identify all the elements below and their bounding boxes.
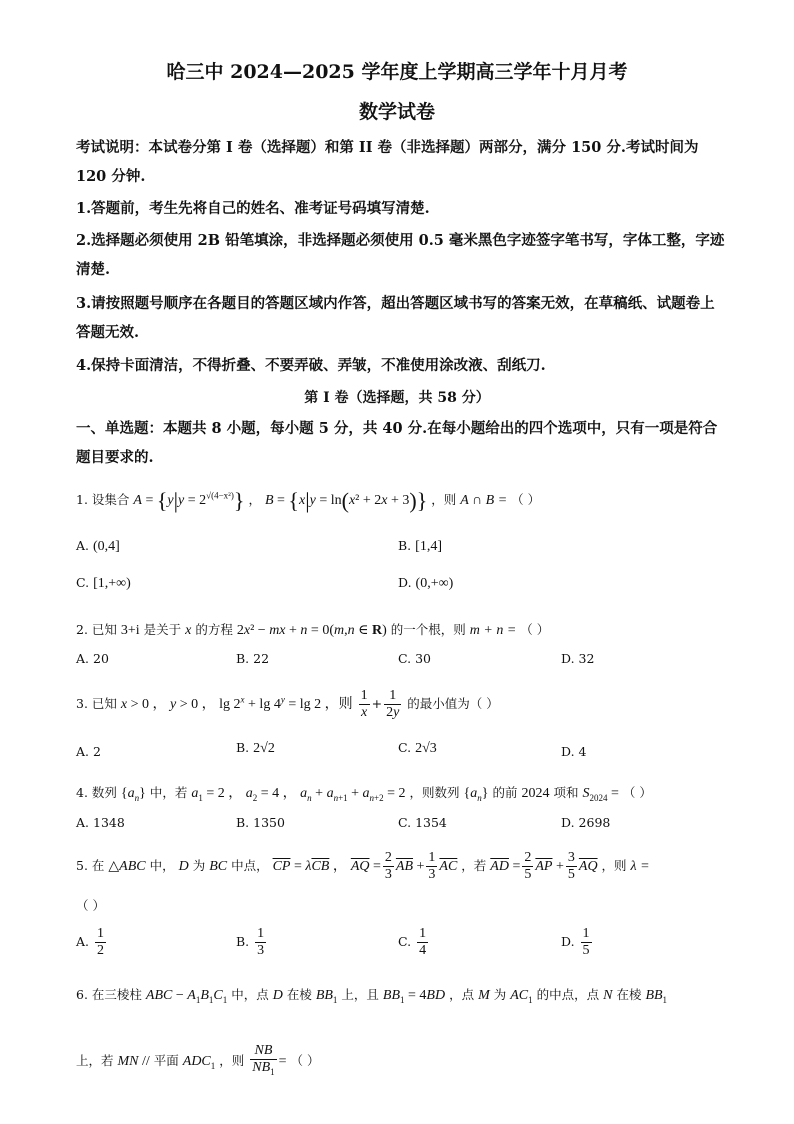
q3-frac-1: $\frac{1}{x}$ bbox=[360, 688, 368, 720]
q5-text-4: ，若 bbox=[461, 858, 487, 873]
q1-option-d[interactable]: D. (0,+∞) bbox=[398, 575, 454, 591]
q2-text-3: 的一个根，则 bbox=[390, 622, 466, 637]
q1-sep: ， bbox=[248, 492, 261, 508]
section-heading: 第 I 卷（选择题，共 58 分） bbox=[304, 390, 490, 406]
q6-text-1: 中，点 bbox=[231, 987, 269, 1002]
q5-d: D bbox=[178, 859, 189, 874]
q4-text-4: 项和 bbox=[553, 785, 579, 800]
q1-blank: （ ） bbox=[511, 492, 541, 508]
q6-ac1: $AC_1$ bbox=[510, 988, 533, 1005]
q3-option-d[interactable]: D. 4 bbox=[561, 744, 587, 759]
q5-text-2: 为 bbox=[192, 858, 206, 873]
subject-title: 数学试卷 bbox=[358, 101, 435, 123]
rule-4: 4.保持卡面清洁，不得折叠、不要弄破、弄皱，不准使用涂改液、刮纸刀. bbox=[76, 357, 546, 374]
q6-blank: （ ） bbox=[290, 1052, 320, 1068]
question-3: 3. 已知 x > 0 ， y > 0 ， $\lg 2^x + \lg 4^y = \lg 2$ ，则 $\frac{1}{x}$ + $\frac{1}{2y}$ 的最小值为（ ） bbox=[76, 688, 499, 720]
q1-set-b: B = {x|y = ln(x² + 2x + 3)} bbox=[264, 488, 428, 513]
q2-blank: （ ） bbox=[520, 622, 550, 637]
q6-edge-1: $BB_1$ bbox=[315, 988, 338, 1005]
q4-option-a[interactable]: A. 1348 bbox=[76, 815, 125, 830]
question-1 bbox=[76, 488, 540, 514]
rule-1: 1.答题前，考生先将自己的姓名、准考证号码填写清楚. bbox=[76, 200, 430, 217]
q6-text-5: 为 bbox=[493, 987, 507, 1002]
q1-option-b[interactable]: B. [1,4] bbox=[398, 538, 442, 554]
exam-intro: 考试说明：本试卷分第 I 卷（选择题）和第 II 卷（非选择题）两部分，满分 150 分.考试时间为 120 分钟. bbox=[76, 139, 699, 185]
q4-sum: $S_{2024}$ = bbox=[582, 786, 619, 803]
q3-option-c[interactable]: C. 2√3 bbox=[398, 740, 437, 756]
q4-num: 2024 bbox=[521, 786, 550, 801]
q3-option-a[interactable]: A. 2 bbox=[76, 744, 101, 759]
q2-text-1: 是关于 bbox=[143, 622, 182, 637]
q5-option-c[interactable]: C. $\frac{1}{4}$ bbox=[398, 926, 427, 958]
q5-prefix: 5. 在 bbox=[76, 858, 105, 873]
section-description: 一、单选题：本题共 8 小题，每小题 5 分，共 40 分.在每小题给出的四个选项中，只有一项是符合题目要求的. bbox=[76, 420, 718, 466]
q6-prefix: 6. 在三棱柱 bbox=[76, 987, 142, 1002]
q1-option-a[interactable]: A. (0,4] bbox=[76, 538, 120, 554]
q4-option-b[interactable]: B. 1350 bbox=[236, 815, 285, 830]
q6-mn: MN // bbox=[117, 1053, 150, 1069]
q2-equation: 2x² − mx + n = 0(m,n ∈ R) bbox=[236, 623, 387, 638]
q2-expr: m + n = bbox=[469, 623, 517, 638]
q5-option-a[interactable]: A. $\frac{1}{2}$ bbox=[76, 926, 104, 958]
q6-text-8: 上，若 bbox=[76, 1052, 114, 1068]
q2-option-d[interactable]: D. 32 bbox=[561, 651, 595, 666]
rule-2: 2.选择题必须使用 2B 铅笔填涂，非选择题必须使用 0.5 毫米黑色字迹签字笔书写，字体工整，字迹清楚. bbox=[76, 232, 725, 278]
q4-text-2: ，则数列 bbox=[409, 785, 460, 800]
q3-text: 的最小值为（ ） bbox=[407, 696, 499, 711]
q6-n: N bbox=[603, 988, 613, 1003]
q2-option-a[interactable]: A. 20 bbox=[76, 651, 109, 666]
q6-prism: ABC − $A_1B_1C_1$ bbox=[145, 988, 228, 1005]
q4-prefix: 4. 数列 bbox=[76, 785, 117, 800]
q4-conditions: $a_1 = 2$ ， $a_2 = 4$ ， $a_n + a_{n+1} + a_{n+2} = 2$ bbox=[191, 786, 406, 803]
q2-option-c[interactable]: C. 30 bbox=[398, 651, 431, 666]
q6-ratio: $\frac{NB}{NB_1}$ bbox=[252, 1043, 275, 1077]
q3-prefix: 3. 已知 bbox=[76, 696, 117, 711]
q6-cond: $BB_1 = 4BD$ bbox=[382, 988, 446, 1005]
q4-text-1: 中，若 bbox=[149, 785, 188, 800]
q6-text-4: ，点 bbox=[449, 987, 475, 1002]
q4-blank: （ ） bbox=[622, 785, 652, 800]
q6-edge-2: $BB_1$ bbox=[645, 988, 668, 1005]
q3-frac-2: $\frac{1}{2y}$ bbox=[386, 688, 400, 720]
q4-text-3: 的前 bbox=[492, 785, 518, 800]
q1-set-a: $A = \{y|y = 2^{√(4-x^2)}\}$ bbox=[133, 488, 245, 513]
question-6-line-2: 上，若 MN // 平面 $ADC_1$ ，则 $\frac{NB}{NB_1}$ = （ ） bbox=[76, 1043, 320, 1080]
question-4 bbox=[76, 782, 652, 803]
q2-var: x bbox=[185, 623, 192, 638]
q5-text-3: 中点， bbox=[231, 858, 269, 873]
q2-prefix: 2. 已知 bbox=[76, 622, 117, 637]
question-5: 5. 在 △ABC 中， D 为 BC 中点， $\overline{CP} = \lambda\overline{CB}$ ， $\overline{AQ}$ = $\frac{2}{3}$ $\overline{AB}$ + $\frac{1}{3}$ $\overline{AC}$ ，若 $\overline{AD}$ = $\frac{2}{5}$ $\overline{AP}$ + $\frac{3}{5}$ $\overline{AQ}$ ，则 λ = bbox=[76, 850, 650, 882]
q5-option-b[interactable]: B. $\frac{1}{3}$ bbox=[236, 926, 265, 958]
q3-option-b[interactable]: B. 2√2 bbox=[236, 740, 275, 756]
q5-option-d[interactable]: D. $\frac{1}{5}$ bbox=[561, 926, 590, 958]
q6-text-9: 平面 bbox=[153, 1052, 179, 1068]
q6-d: D bbox=[272, 988, 283, 1003]
rule-3: 3.请按照题号顺序在各题目的答题区域内作答，超出答题区域书写的答案无效，在草稿纸、试题卷上答题无效. bbox=[76, 295, 715, 341]
q5-text-5: ，则 bbox=[601, 858, 627, 873]
q2-option-b[interactable]: B. 22 bbox=[236, 651, 270, 666]
q1-then: ，则 bbox=[431, 492, 457, 508]
q5-lambda: λ = bbox=[630, 859, 650, 874]
q5-ad: $\overline{AD}$ = bbox=[490, 859, 521, 874]
question-2 bbox=[76, 620, 549, 639]
question-6 bbox=[76, 985, 667, 1005]
q6-text-6: 的中点，点 bbox=[536, 987, 600, 1002]
exam-title: 哈三中 2024—2025 学年度上学期高三学年十月月考 bbox=[166, 61, 628, 83]
q6-text-7: 在棱 bbox=[616, 987, 642, 1002]
q2-text-2: 的方程 bbox=[195, 622, 233, 637]
q5-blank: （ ） bbox=[76, 898, 105, 913]
q4-seq-2: $\{a_n\}$ bbox=[463, 786, 489, 803]
q6-text-3: 上，且 bbox=[341, 987, 379, 1002]
q4-seq: $\{a_n\}$ bbox=[120, 786, 146, 803]
q6-plane: $ADC_1$ bbox=[182, 1053, 216, 1071]
q5-aq: $\overline{AQ}$ = bbox=[350, 859, 381, 874]
q5-text-1: 中， bbox=[149, 858, 175, 873]
q6-text-2: 在棱 bbox=[286, 987, 312, 1002]
q1-option-c[interactable]: C. [1,+∞) bbox=[76, 575, 131, 591]
q5-triangle: △ABC bbox=[108, 859, 146, 874]
q6-m: M bbox=[478, 988, 490, 1003]
q4-option-c[interactable]: C. 1354 bbox=[398, 815, 447, 830]
q1-prefix: 1. 设集合 bbox=[76, 492, 130, 508]
q3-conditions: x > 0 ， y > 0 ， $\lg 2^x + \lg 4^y = \lg 2$ ，则 bbox=[120, 694, 353, 712]
q4-option-d[interactable]: D. 2698 bbox=[561, 815, 611, 830]
q6-text-10: ，则 bbox=[219, 1052, 245, 1068]
q1-expr: A ∩ B = bbox=[460, 493, 508, 509]
q5-cp: $\overline{CP} = \lambda\overline{CB}$ ， bbox=[272, 859, 347, 874]
q5-bc: BC bbox=[209, 859, 228, 874]
q2-root: 3+i bbox=[120, 623, 140, 638]
